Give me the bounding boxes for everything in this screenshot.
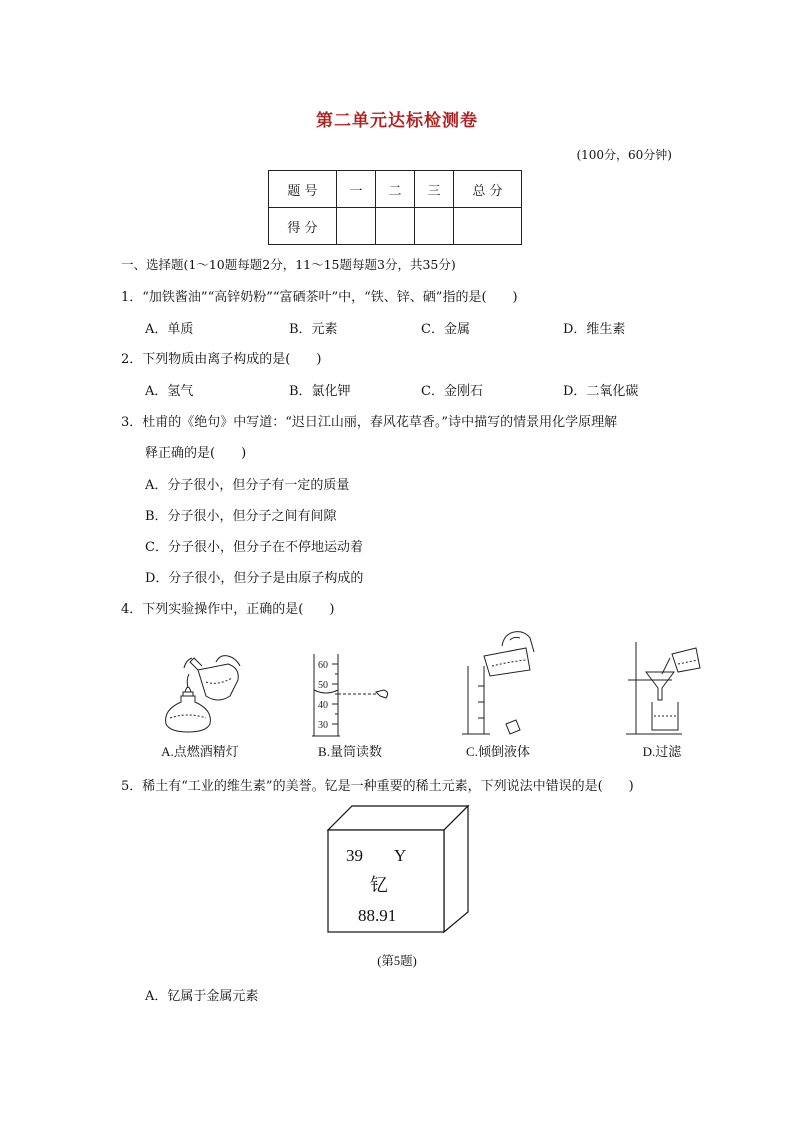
q3-stem-line1: 3．杜甫的《绝句》中写道：“迟日江山丽，春风花草香。”诗中描写的情景用化学原理解 xyxy=(121,415,618,430)
element-atomic-number: 39 xyxy=(346,846,363,865)
q1-option-c[interactable]: C．金属 xyxy=(421,322,470,337)
fig-cylinder-reading xyxy=(310,650,400,740)
score-cell-1[interactable] xyxy=(337,208,376,245)
score-header-label: 题 号 xyxy=(269,171,337,208)
cylinder-tick-50: 50 xyxy=(318,680,328,691)
score-cell-total[interactable] xyxy=(454,208,522,245)
q2-option-a[interactable]: A．氢气 xyxy=(145,384,194,399)
q1-option-d[interactable]: D．维生素 xyxy=(563,322,626,337)
q5-caption: (第5题) xyxy=(377,954,417,968)
q3-option-a[interactable]: A．分子很小，但分子有一定的质量 xyxy=(145,478,350,493)
cylinder-tick-40: 40 xyxy=(318,700,328,711)
score-cell-3[interactable] xyxy=(415,208,454,245)
element-name: 钇 xyxy=(370,875,388,895)
q2-stem: 2．下列物质由离子构成的是( ) xyxy=(121,352,322,367)
q1-option-a[interactable]: A．单质 xyxy=(145,322,194,337)
q4-caption-c: C.倾倒液体 xyxy=(466,744,530,759)
q3-stem-line2: 释正确的是( ) xyxy=(145,446,247,461)
score-header-3: 三 xyxy=(415,171,454,208)
q3-option-b[interactable]: B．分子很小，但分子之间有间隙 xyxy=(145,509,337,524)
q5-stem: 5．稀土有“工业的维生素”的美誉。钇是一种重要的稀土元素，下列说法中错误的是( ) xyxy=(121,779,634,794)
q1-stem: 1．“加铁酱油”“高锌奶粉”“富硒茶叶”中，“铁、锌、硒”指的是( ) xyxy=(121,290,518,305)
exam-meta: (100分，60分钟) xyxy=(576,148,672,162)
section-heading: 一、选择题(1～10题每题2分，11～15题每题3分，共35分) xyxy=(121,257,456,272)
page-title: 第二单元达标检测卷 xyxy=(316,111,478,131)
cylinder-tick-60: 60 xyxy=(318,660,328,671)
element-symbol: Y xyxy=(394,846,407,865)
score-cell-2[interactable] xyxy=(376,208,415,245)
cylinder-tick-30: 30 xyxy=(318,720,328,731)
q4-stem: 4．下列实验操作中，正确的是( ) xyxy=(121,602,335,617)
element-mass: 88.91 xyxy=(358,906,397,925)
score-table-score-row xyxy=(269,208,522,245)
q5-option-a[interactable]: A．钇属于金属元素 xyxy=(145,989,259,1004)
element-card-yttrium xyxy=(326,804,470,936)
q4-caption-b: B.量筒读数 xyxy=(318,744,382,759)
q2-option-b[interactable]: B．氯化钾 xyxy=(289,384,351,399)
fig-filtration xyxy=(622,638,704,738)
q3-option-c[interactable]: C．分子很小，但分子在不停地运动着 xyxy=(145,540,363,555)
score-header-total: 总 分 xyxy=(454,171,522,208)
score-header-1: 一 xyxy=(337,171,376,208)
score-table-header-row xyxy=(269,171,522,208)
q4-caption-d: D.过滤 xyxy=(642,744,682,759)
q2-option-c[interactable]: C．金刚石 xyxy=(421,384,483,399)
q2-option-d[interactable]: D．二氧化碳 xyxy=(563,384,639,399)
fig-pouring-liquid xyxy=(458,626,538,738)
q4-caption-a: A.点燃酒精灯 xyxy=(161,744,239,759)
fig-lighting-lamp xyxy=(158,652,248,738)
q1-option-b[interactable]: B．元素 xyxy=(289,322,338,337)
score-row-label: 得 分 xyxy=(269,208,337,245)
score-table xyxy=(268,170,522,245)
q3-option-d[interactable]: D．分子很小，但分子是由原子构成的 xyxy=(145,571,364,586)
score-header-2: 二 xyxy=(376,171,415,208)
